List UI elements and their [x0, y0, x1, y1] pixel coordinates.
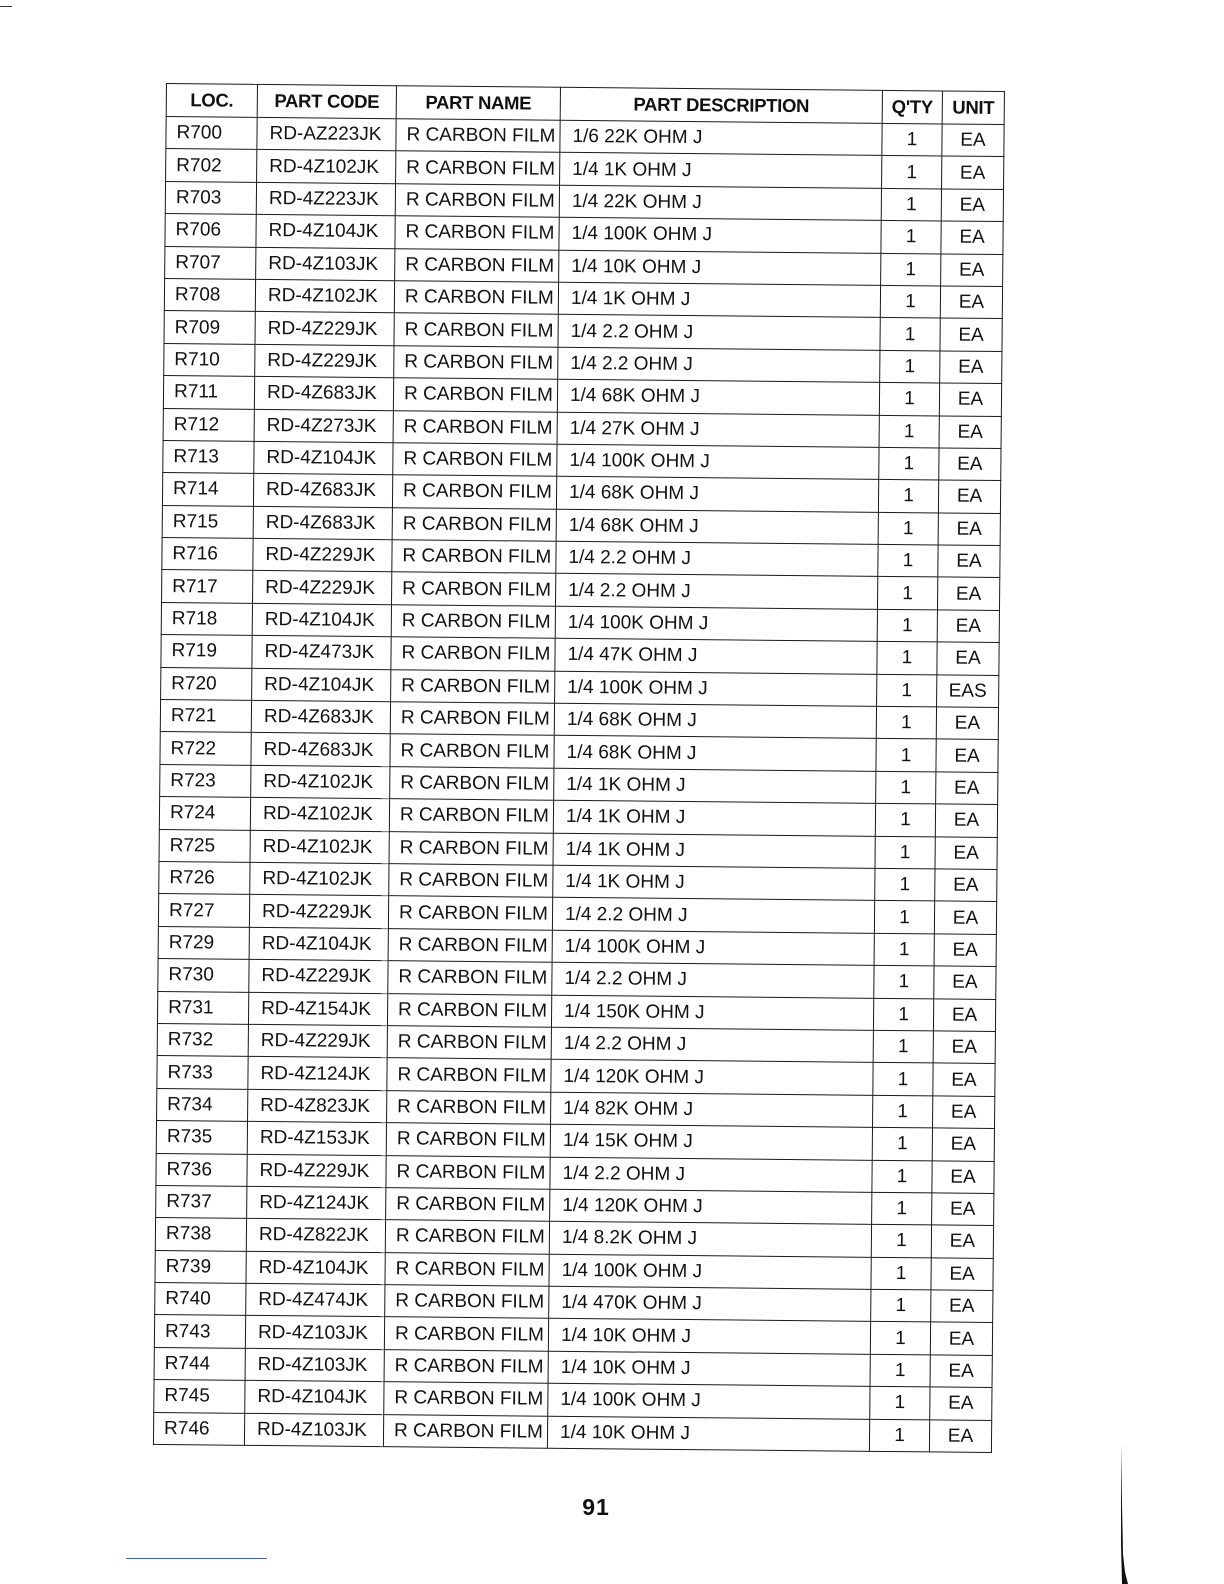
- cell-qty: 1: [881, 188, 941, 221]
- cell-unit: EA: [934, 934, 996, 967]
- cell-loc: R745: [154, 1380, 245, 1413]
- cell-loc: R706: [165, 214, 256, 247]
- table-row: [153, 1412, 991, 1452]
- cell-part-code: RD-4Z102JK: [250, 862, 389, 896]
- parts-table: [153, 83, 1005, 1453]
- cell-part-code: RD-4Z229JK: [249, 895, 388, 929]
- cell-unit: EA: [940, 351, 1002, 384]
- cell-loc: R738: [155, 1218, 246, 1251]
- cell-loc: R721: [160, 700, 251, 733]
- cell-loc: R711: [163, 376, 254, 409]
- cell-loc: R714: [162, 473, 253, 506]
- cell-loc: R709: [164, 311, 255, 344]
- header-part-code: PART CODE: [257, 84, 396, 118]
- cell-part-description: 1/4 100K OHM J: [552, 930, 874, 965]
- cell-qty: 1: [880, 318, 940, 351]
- cell-part-code: RD-4Z683JK: [253, 506, 392, 540]
- cell-qty: 1: [878, 544, 938, 577]
- cell-loc: R719: [161, 635, 252, 668]
- cell-loc: R727: [158, 894, 249, 927]
- cell-loc: R720: [161, 667, 252, 700]
- cell-loc: R729: [158, 926, 249, 959]
- cell-part-description: 1/4 10K OHM J: [548, 1351, 870, 1386]
- cell-part-description: 1/4 120K OHM J: [551, 1060, 873, 1095]
- cell-qty: 1: [878, 512, 938, 545]
- cell-part-name: R CARBON FILM: [394, 313, 558, 347]
- cell-part-name: R CARBON FILM: [394, 281, 558, 315]
- cell-unit: EA: [941, 254, 1003, 287]
- cell-loc: R740: [155, 1283, 246, 1316]
- cell-qty: 1: [877, 674, 937, 707]
- cell-part-name: R CARBON FILM: [391, 605, 555, 639]
- cell-part-code: RD-4Z474JK: [246, 1283, 385, 1317]
- cell-unit: EA: [936, 772, 998, 805]
- cell-part-name: R CARBON FILM: [384, 1349, 548, 1383]
- cell-part-code: RD-4Z102JK: [255, 279, 394, 313]
- cell-part-description: 1/4 100K OHM J: [549, 1254, 871, 1289]
- cell-loc: R712: [163, 408, 254, 441]
- cell-part-description: 1/4 27K OHM J: [557, 412, 879, 447]
- cell-unit: EA: [941, 189, 1003, 222]
- cell-loc: R702: [166, 149, 257, 182]
- cell-unit: EA: [931, 1258, 993, 1291]
- cell-loc: R715: [162, 505, 253, 538]
- cell-unit: EA: [932, 1128, 994, 1161]
- cell-loc: R736: [156, 1153, 247, 1186]
- cell-part-name: R CARBON FILM: [385, 1252, 549, 1286]
- cell-part-code: RD-4Z229JK: [253, 538, 392, 572]
- cell-part-description: 1/4 2.2 OHM J: [558, 347, 880, 382]
- cell-part-description: 1/4 2.2 OHM J: [552, 962, 874, 997]
- cell-unit: EA: [931, 1290, 993, 1323]
- cell-part-description: 1/4 8.2K OHM J: [549, 1222, 871, 1257]
- cell-part-description: 1/4 2.2 OHM J: [556, 541, 878, 576]
- cell-part-name: R CARBON FILM: [384, 1382, 548, 1416]
- cell-loc: R713: [163, 440, 254, 473]
- cell-unit: EA: [935, 869, 997, 902]
- cell-qty: 1: [879, 382, 939, 415]
- cell-part-code: RD-4Z124JK: [247, 1186, 386, 1220]
- cell-part-name: R CARBON FILM: [393, 443, 557, 477]
- cell-part-code: RD-4Z103JK: [245, 1316, 384, 1350]
- cell-loc: R744: [154, 1347, 245, 1380]
- cell-qty: 1: [881, 221, 941, 254]
- cell-unit: EA: [933, 998, 995, 1031]
- cell-loc: R746: [153, 1412, 244, 1445]
- cell-part-description: 1/4 2.2 OHM J: [552, 898, 874, 933]
- cell-loc: R743: [154, 1315, 245, 1348]
- cell-part-code: RD-4Z102JK: [250, 798, 389, 832]
- cell-part-description: 1/4 100K OHM J: [557, 444, 879, 479]
- cell-part-code: RD-4Z104JK: [245, 1381, 384, 1415]
- cell-qty: 1: [873, 1030, 933, 1063]
- cell-part-code: RD-4Z683JK: [254, 376, 393, 410]
- cell-part-description: 1/4 68K OHM J: [556, 509, 878, 544]
- cell-part-description: 1/4 2.2 OHM J: [555, 574, 877, 609]
- cell-part-name: R CARBON FILM: [388, 928, 552, 962]
- cell-loc: R700: [166, 117, 257, 150]
- cell-part-name: R CARBON FILM: [395, 183, 559, 217]
- header-unit: UNIT: [942, 91, 1004, 125]
- cell-part-description: 1/4 100K OHM J: [555, 671, 877, 706]
- cell-unit: EA: [932, 1193, 994, 1226]
- cell-part-code: RD-4Z104JK: [246, 1251, 385, 1285]
- cell-part-code: RD-4Z124JK: [248, 1057, 387, 1091]
- cell-part-name: R CARBON FILM: [388, 961, 552, 995]
- cell-part-code: RD-4Z104JK: [254, 441, 393, 475]
- cell-part-description: 1/4 68K OHM J: [556, 477, 878, 512]
- cell-qty: 1: [870, 1387, 930, 1420]
- cell-unit: EA: [934, 901, 996, 934]
- cell-part-name: R CARBON FILM: [384, 1317, 548, 1351]
- cell-part-description: 1/4 1K OHM J: [554, 768, 876, 803]
- cell-loc: R716: [162, 538, 253, 571]
- cell-part-code: RD-4Z103JK: [256, 247, 395, 281]
- cell-qty: 1: [872, 1160, 932, 1193]
- cell-qty: 1: [877, 609, 937, 642]
- cell-qty: 1: [873, 998, 933, 1031]
- table-body: [153, 117, 1004, 1453]
- cell-qty: 1: [878, 480, 938, 513]
- cell-qty: 1: [882, 123, 942, 156]
- cell-part-code: RD-4Z683JK: [253, 474, 392, 508]
- cell-part-name: R CARBON FILM: [395, 248, 559, 282]
- cell-part-description: 1/4 1K OHM J: [553, 800, 875, 835]
- cell-qty: 1: [874, 933, 934, 966]
- cell-part-name: R CARBON FILM: [387, 993, 551, 1027]
- cell-unit: EAS: [937, 675, 999, 708]
- cell-part-name: R CARBON FILM: [383, 1414, 547, 1448]
- cell-unit: EA: [931, 1225, 993, 1258]
- cell-part-code: RD-4Z683JK: [251, 733, 390, 767]
- cell-unit: EA: [933, 1096, 995, 1129]
- cell-part-code: RD-4Z822JK: [246, 1219, 385, 1253]
- cell-part-name: R CARBON FILM: [390, 702, 554, 736]
- cell-unit: EA: [932, 1160, 994, 1193]
- page-number: 91: [582, 1494, 610, 1520]
- cell-unit: EA: [941, 221, 1003, 254]
- cell-qty: 1: [880, 285, 940, 318]
- cell-qty: 1: [875, 868, 935, 901]
- cell-part-name: R CARBON FILM: [387, 1090, 551, 1124]
- cell-part-code: RD-4Z473JK: [252, 636, 391, 670]
- cell-part-description: 1/4 100K OHM J: [548, 1383, 870, 1418]
- cell-qty: 1: [871, 1225, 931, 1258]
- cell-part-name: R CARBON FILM: [385, 1285, 549, 1319]
- cell-loc: R726: [159, 861, 250, 894]
- cell-part-name: R CARBON FILM: [392, 572, 556, 606]
- cell-part-name: R CARBON FILM: [391, 637, 555, 671]
- cell-part-name: R CARBON FILM: [385, 1220, 549, 1254]
- cell-part-description: 1/4 1K OHM J: [558, 282, 880, 317]
- cell-qty: 1: [876, 706, 936, 739]
- header-part-name: PART NAME: [396, 86, 560, 121]
- cell-unit: EA: [939, 448, 1001, 481]
- cell-qty: 1: [872, 1192, 932, 1225]
- cell-loc: R725: [159, 829, 250, 862]
- cell-loc: R722: [160, 732, 251, 765]
- cell-part-code: RD-4Z102JK: [251, 765, 390, 799]
- cell-part-name: R CARBON FILM: [396, 151, 560, 185]
- cell-unit: EA: [933, 1063, 995, 1096]
- cell-part-description: 1/4 68K OHM J: [557, 379, 879, 414]
- cell-unit: EA: [939, 415, 1001, 448]
- cell-part-name: R CARBON FILM: [386, 1155, 550, 1189]
- cell-unit: EA: [938, 545, 1000, 578]
- cell-qty: 1: [871, 1257, 931, 1290]
- cell-part-description: 1/4 1K OHM J: [553, 865, 875, 900]
- cell-loc: R718: [161, 602, 252, 635]
- cell-qty: 1: [871, 1289, 931, 1322]
- cell-part-description: 1/4 68K OHM J: [554, 736, 876, 771]
- cell-qty: 1: [876, 771, 936, 804]
- cell-loc: R708: [164, 278, 255, 311]
- cell-qty: 1: [877, 642, 937, 675]
- cell-loc: R707: [165, 246, 256, 279]
- corner-mark: [0, 6, 12, 7]
- cell-part-code: RD-4Z103JK: [244, 1413, 383, 1447]
- cell-part-name: R CARBON FILM: [390, 766, 554, 800]
- cell-qty: 1: [872, 1127, 932, 1160]
- cell-unit: EA: [936, 739, 998, 772]
- cell-part-name: R CARBON FILM: [386, 1188, 550, 1222]
- cell-part-code: RD-4Z104JK: [249, 927, 388, 961]
- cell-unit: EA: [934, 966, 996, 999]
- cell-part-name: R CARBON FILM: [396, 119, 560, 153]
- cell-part-name: R CARBON FILM: [390, 734, 554, 768]
- cell-part-code: RD-4Z103JK: [245, 1348, 384, 1382]
- cell-part-description: 1/4 150K OHM J: [551, 995, 873, 1030]
- cell-qty: 1: [879, 447, 939, 480]
- cell-unit: EA: [929, 1420, 991, 1453]
- cell-part-code: RD-4Z102JK: [250, 830, 389, 864]
- header-part-description: PART DESCRIPTION: [560, 87, 882, 123]
- cell-loc: R710: [164, 343, 255, 376]
- cell-part-description: 1/4 10K OHM J: [548, 1319, 870, 1354]
- cell-loc: R733: [157, 1056, 248, 1089]
- cell-part-code: RD-4Z229JK: [253, 571, 392, 605]
- cell-unit: EA: [935, 804, 997, 837]
- cell-qty: 1: [881, 253, 941, 286]
- cell-qty: 1: [876, 739, 936, 772]
- cell-unit: EA: [933, 1031, 995, 1064]
- cell-qty: 1: [870, 1354, 930, 1387]
- cell-part-name: R CARBON FILM: [387, 1058, 551, 1092]
- cell-unit: EA: [938, 513, 1000, 546]
- cell-loc: R734: [157, 1088, 248, 1121]
- cell-loc: R730: [158, 959, 249, 992]
- cell-unit: EA: [930, 1355, 992, 1388]
- cell-part-name: R CARBON FILM: [395, 216, 559, 250]
- cell-part-name: R CARBON FILM: [392, 475, 556, 509]
- cell-qty: 1: [873, 1063, 933, 1096]
- cell-part-name: R CARBON FILM: [386, 1123, 550, 1157]
- cell-unit: EA: [936, 707, 998, 740]
- cell-part-name: R CARBON FILM: [392, 540, 556, 574]
- cell-loc: R723: [160, 764, 251, 797]
- cell-part-description: 1/4 10K OHM J: [559, 250, 881, 285]
- cell-unit: EA: [937, 610, 999, 643]
- cell-unit: EA: [930, 1322, 992, 1355]
- cell-qty: 1: [874, 965, 934, 998]
- cell-loc: R717: [162, 570, 253, 603]
- cell-part-name: R CARBON FILM: [387, 1026, 551, 1060]
- cell-part-name: R CARBON FILM: [389, 799, 553, 833]
- cell-loc: R739: [155, 1250, 246, 1283]
- cell-part-description: 1/4 2.2 OHM J: [550, 1157, 872, 1192]
- cell-qty: 1: [869, 1419, 929, 1452]
- cell-qty: 1: [875, 804, 935, 837]
- cell-part-name: R CARBON FILM: [393, 410, 557, 444]
- cell-part-code: RD-4Z229JK: [255, 312, 394, 346]
- cell-part-description: 1/4 2.2 OHM J: [551, 1027, 873, 1062]
- cell-part-code: RD-4Z102JK: [257, 150, 396, 184]
- cell-qty: 1: [874, 901, 934, 934]
- cell-part-description: 1/4 68K OHM J: [554, 703, 876, 738]
- cell-unit: EA: [938, 480, 1000, 513]
- cell-qty: 1: [870, 1322, 930, 1355]
- cell-unit: EA: [930, 1387, 992, 1420]
- cell-unit: EA: [940, 318, 1002, 351]
- cell-qty: 1: [873, 1095, 933, 1128]
- cell-part-code: RD-4Z223JK: [256, 182, 395, 216]
- binding-edge-shadow: [1118, 1444, 1128, 1584]
- cell-loc: R703: [165, 181, 256, 214]
- cell-part-code: RD-AZ223JK: [257, 117, 396, 151]
- cell-part-code: RD-4Z683JK: [251, 700, 390, 734]
- cell-unit: EA: [940, 286, 1002, 319]
- cell-part-name: R CARBON FILM: [393, 378, 557, 412]
- cell-part-description: 1/4 47K OHM J: [555, 639, 877, 674]
- cell-qty: 1: [880, 350, 940, 383]
- cell-part-code: RD-4Z154JK: [248, 992, 387, 1026]
- cell-part-description: 1/4 22K OHM J: [559, 185, 881, 220]
- cell-part-description: 1/4 100K OHM J: [555, 606, 877, 641]
- cell-part-name: R CARBON FILM: [391, 669, 555, 703]
- header-loc: LOC.: [166, 84, 257, 118]
- cell-loc: R724: [159, 797, 250, 830]
- cell-part-name: R CARBON FILM: [394, 345, 558, 379]
- header-qty: Q'TY: [882, 90, 942, 124]
- cell-part-name: R CARBON FILM: [388, 896, 552, 930]
- cell-qty: 1: [882, 156, 942, 189]
- cell-part-code: RD-4Z229JK: [255, 344, 394, 378]
- cell-part-code: RD-4Z229JK: [248, 1024, 387, 1058]
- cell-part-code: RD-4Z153JK: [247, 1121, 386, 1155]
- cell-loc: R731: [157, 991, 248, 1024]
- cell-qty: 1: [879, 415, 939, 448]
- cell-part-name: R CARBON FILM: [389, 831, 553, 865]
- cell-unit: EA: [935, 837, 997, 870]
- cell-part-description: 1/4 82K OHM J: [551, 1092, 873, 1127]
- cell-unit: EA: [939, 383, 1001, 416]
- cell-unit: EA: [942, 156, 1004, 189]
- cell-part-name: R CARBON FILM: [392, 507, 556, 541]
- footer-rule: [126, 1558, 267, 1559]
- cell-part-description: 1/4 15K OHM J: [550, 1124, 872, 1159]
- cell-part-code: RD-4Z229JK: [249, 959, 388, 993]
- cell-part-code: RD-4Z104JK: [256, 215, 395, 249]
- cell-part-code: RD-4Z823JK: [248, 1089, 387, 1123]
- cell-part-description: 1/4 1K OHM J: [560, 153, 882, 188]
- cell-part-description: 1/4 100K OHM J: [559, 217, 881, 252]
- cell-part-code: RD-4Z273JK: [254, 409, 393, 443]
- cell-part-description: 1/4 120K OHM J: [550, 1189, 872, 1224]
- cell-part-description: 1/4 10K OHM J: [547, 1416, 869, 1451]
- cell-part-description: 1/4 1K OHM J: [553, 833, 875, 868]
- cell-qty: 1: [877, 577, 937, 610]
- cell-part-description: 1/4 2.2 OHM J: [558, 315, 880, 350]
- cell-unit: EA: [937, 577, 999, 610]
- cell-loc: R735: [156, 1121, 247, 1154]
- cell-part-code: RD-4Z104JK: [252, 668, 391, 702]
- cell-part-name: R CARBON FILM: [389, 864, 553, 898]
- cell-unit: EA: [942, 124, 1004, 157]
- cell-qty: 1: [875, 836, 935, 869]
- cell-part-description: 1/4 470K OHM J: [549, 1286, 871, 1321]
- cell-unit: EA: [937, 642, 999, 675]
- cell-loc: R737: [156, 1185, 247, 1218]
- cell-loc: R732: [157, 1023, 248, 1056]
- cell-part-code: RD-4Z104JK: [252, 603, 391, 637]
- cell-part-description: 1/6 22K OHM J: [560, 120, 882, 155]
- cell-part-code: RD-4Z229JK: [247, 1154, 386, 1188]
